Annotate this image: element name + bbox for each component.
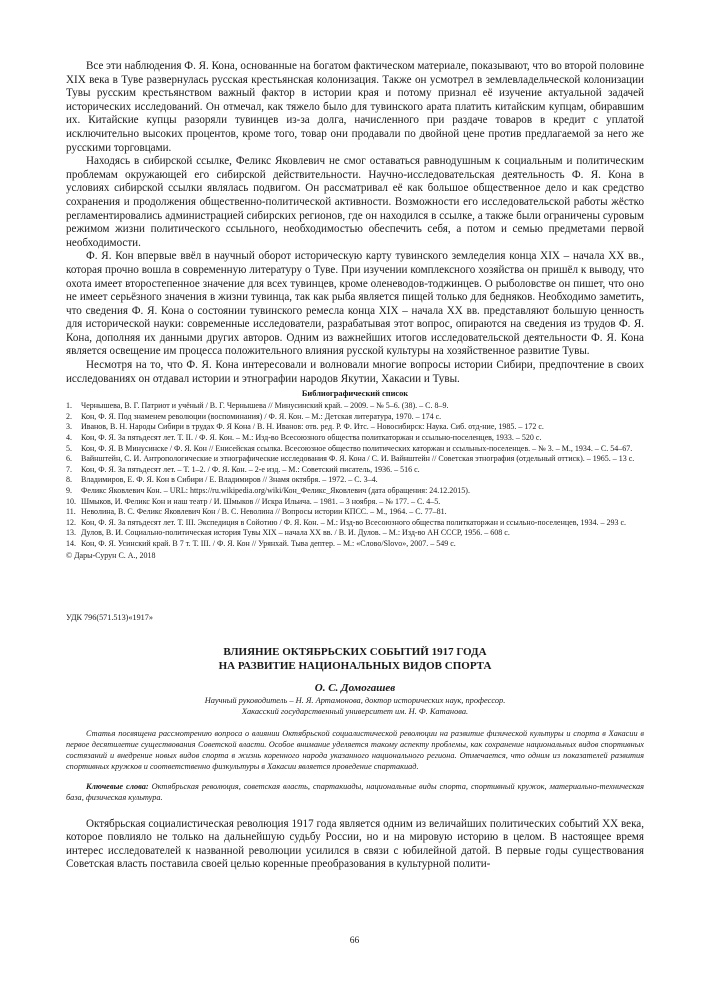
article-abstract: Статья посвящена рассмотрению вопроса о влиянии Октябрьской социалистической революции на развитие физической культуры и спорта в Хакасии в первое десятилетие существования Советской власти. Особое внимание уделяется такому аспекту проблемы, как сохранение национальных видов спортивных состязаний и внедрение новых видов спорта в жизнь коренного народа указанного национального региона. Отмечается, что одним из показателей развития спортивных кружков и соответственно физкультуры в Хакасии является проведение спартакиад. [66, 729, 644, 772]
bibliography-item [66, 444, 644, 455]
bibliography-number: 5. [66, 443, 72, 453]
author-affiliation: Хакасский государственный университет им. Н. Ф. Катанова. [241, 707, 469, 717]
bibliography-text: Кон, Ф. Я. За пятьдесят лет. Т. III. Экспедиция в Сойотию / Ф. Я. Кон. – М.: Изд-во Всесоюзного общества политкаторжан и ссыльно-поселенцев, 1934. – 293 с. [81, 517, 627, 527]
bibliography-text: Неволина, В. С. Феликс Яковлевич Кон / В. С. Неволина // Вопросы истории КПСС. – М., 1964. – С. 77–81. [81, 507, 447, 517]
bibliography-text: Владимиров, Е. Ф. Я. Кон в Сибири / Е. Владимиров // Знамя октября. – 1972. – С. 3–4. [81, 475, 378, 485]
bibliography-item [66, 475, 644, 486]
bibliography-number: 11. [66, 507, 76, 517]
copyright-notice: © Дары-Сурун С. А., 2018 [66, 550, 156, 560]
bibliography-item [66, 412, 644, 423]
bibliography-item [66, 528, 644, 539]
bibliography-item [66, 539, 644, 550]
bibliography-title: Библиографический список [301, 389, 409, 399]
bibliography-item [66, 422, 644, 433]
bibliography-link-text: Феликс Яковлевич Кон. – URL: https://ru.wikipedia.org/wiki/Кон_Феликс_Яковлевич (дата обращения: 24.12.2015). [81, 486, 470, 495]
body-paragraph-1: Все эти наблюдения Ф. Я. Кона, основанные на богатом фактическом материале, показывают, что во второй половине XIX века в Туве развернулась русская крестьянская колонизация. Также он усмотрел в землевладельческой колонизации Тувы русским крестьянством важный фактор в истории края и потому признал её изучение актуальной задачей исторических исследований. Он отмечал, как тяжело было для тувинского арата платить китайским купцам, обиравшим их. Китайские купцы разоряли тувинцев из-за долга, начисленного при раздаче товаров в кредит с уплатой исключительно высоких процентов, кроме того, товар они продавали по двойной цене против предлагаемой за него же русскими торговцами. [66, 60, 644, 154]
bibliography-text: Шмыков, И. Феликс Кон и наш театр / И. Шмыков // Искра Ильича. – 1981. – 3 ноября. – № 177. – С. 4–5. [81, 496, 441, 506]
article-keywords [66, 781, 644, 803]
bibliography-number: 2. [66, 411, 72, 421]
bibliography-text: Чернышева, В. Г. Патриот и учёный / В. Г. Чернышева // Минусинский край. – 2009. – № 5–6. (38). – С. 8–9. [81, 401, 449, 411]
udk-code: УДК 796(571.513)«1917» [66, 613, 153, 623]
article-title-line-2: НА РАЗВИТИЕ НАЦИОНАЛЬНЫХ ВИДОВ СПОРТА [218, 659, 492, 672]
bibliography-list [66, 401, 644, 549]
scientific-supervisor: Научный руководитель – Н. Я. Артамонова, доктор исторических наук, профессор. [204, 696, 506, 706]
article-author: О. С. Домогашев [314, 682, 396, 695]
bibliography-text: Кон, Ф. Я. В Минусинске / Ф. Я. Кон // Енисейская ссылка. Всесоюзное общество политических каторжан и ссыльных-поселенцев. – № 3. – М., 1934. – С. 54–67. [81, 443, 633, 453]
bibliography-number: 12. [66, 517, 76, 527]
bibliography-number: 1. [66, 401, 72, 411]
bibliography-text: Кон, Ф. Я. За пятьдесят лет. – Т. 1–2. / Ф. Я. Кон. – 2-е изд. – М.: Советский писатель, 1936. – 516 с. [81, 464, 420, 474]
bibliography-item [66, 507, 644, 518]
keywords-label: Ключевые слова: [86, 781, 149, 791]
bibliography-text: Кон, Ф. Я. За пятьдесят лет. Т. II. / Ф. Я. Кон. – М.: Изд-во Всесоюзного общества политкаторжан и ссыльно-поселенцев, 1933. – 520 с. [81, 433, 542, 443]
bibliography-number: 6. [66, 454, 72, 464]
bibliography-item [66, 433, 644, 444]
bibliography-text: Иванов, В. Н. Народы Сибири в трудах Ф. Я Кона / В. Н. Иванов: отв. ред. Р. Ф. Итс. – Новосибирск: Наука. Сиб. отд-ние, 1985. – 172 с. [81, 422, 544, 432]
bibliography-number: 7. [66, 464, 72, 474]
bibliography-text: Кон, Ф. Я. Усинский край. В 7 т. Т. III. / Ф. Я. Кон // Урянхай. Тыва дептер. – М.: «Слово/Slovo», 2007. – 549 с. [81, 538, 456, 548]
bibliography-item [66, 486, 644, 497]
body-paragraph-2: Находясь в сибирской ссылке, Феликс Яковлевич не смог оставаться равнодушным к социальным и политическим проблемам окружающей его сибирской действительности. Научно-исследовательская деятельность Ф. Я. Кона в условиях сибирской ссылки являлась подвигом. Он рассматривал её как большое общественное дело и как средство сохранения и продолжения общественно-политической активности. Возможности его исследовательской работы жёстко регламентировались администрацией сибирских регионов, где он находился в ссылке, а также были ограничены суровым режимом жизни политического ссыльного, необходимостью обеспечить себя, а потом и семью предметами первой необходимости. [66, 155, 644, 249]
bibliography-item [66, 518, 644, 529]
body-paragraph-3: Ф. Я. Кон впервые ввёл в научный оборот историческую карту тувинского земледелия конца XIX – начала XX вв., которая прочно вошла в современную литературу о Туве. При изучении комплексного хозяйства он пришёл к выводу, что охота имеет второстепенное значение для всех тувинцев, кроме оленеводов-тоджинцев. О рыболовстве он пишет, что оно не имеет серьёзного значения в жизни тувинца, так как рыба является пищей только для бедняков. Необходимо заметить, что сведения Ф. Я. Кона о состоянии тувинского ремесла конца XIX – начала XX вв. представляют большую ценность для исторической науки: современные исследователи, разрабатывая этот вопрос, опираются на сведения из трудов Ф. Я. Кона, дополняя их данными других авторов. Одним из важнейших итогов исследовательской деятельности Ф. Я. Кона является освещение им процесса положительного влияния русской культуры на хозяйственное развитие Тувы. [66, 250, 644, 358]
bibliography-text: Дулов, В. И. Социально-политическая история Тувы XIX – начала XX вв. / В. И. Дулов. – М.: Изд-во АН СССР, 1956. – 608 с. [81, 528, 510, 538]
bibliography-number: 9. [66, 486, 72, 495]
bibliography-number: 8. [66, 475, 72, 485]
bibliography-text: Кон, Ф. Я. Под знаменем революции (воспоминания) / Ф. Я. Кон. – М.: Детская литература, 1970. – 174 с. [81, 411, 442, 421]
bibliography-number: 13. [66, 528, 76, 538]
bibliography-number: 4. [66, 433, 72, 443]
body-paragraph-4: Несмотря на то, что Ф. Я. Кона интересовали и волновали многие вопросы истории Сибири, предпочтение в своих исследованиях он отдавал истории и этнографии народов Якутии, Хакасии и Тувы. [66, 359, 644, 385]
article-title-line-1: ВЛИЯНИЕ ОКТЯБРЬСКИХ СОБЫТИЙ 1917 ГОДА [223, 646, 487, 659]
bibliography-item [66, 401, 644, 412]
bibliography-item [66, 497, 644, 508]
bibliography-item [66, 454, 644, 465]
bibliography-item [66, 465, 644, 476]
page-number: 66 [349, 936, 360, 946]
bibliography-number: 14. [66, 538, 76, 548]
keywords-text: Октябрьская революция, советская власть, спартакиады, национальные виды спорта, спортивный кружок, материально-техническая база, физическая культура. [66, 781, 644, 802]
page-content [66, 60, 644, 872]
bibliography-number: 10. [66, 496, 76, 506]
article-title [66, 646, 644, 673]
bibliography-text: Вайнштейн, С. И. Антропологические и этнографические исследования Ф. Я. Кона / С. И. Вайнштейн // Советская этнография (отдельный оттиск). – 1965. – 13 с. [81, 454, 635, 464]
article-intro-paragraph: Октябрьская социалистическая революция 1917 года является одним из величайших политических событий XX века, которое повлияло не только на дальнейшую судьбу России, но и на мировую историю в целом. В настоящее время интерес исследователей к названной революции усилился в связи с юбилейной датой. В первые годы существования Советская власть поставила своей целью коренные преобразования в культурной полити- [66, 817, 644, 871]
bibliography-number: 3. [66, 422, 72, 432]
